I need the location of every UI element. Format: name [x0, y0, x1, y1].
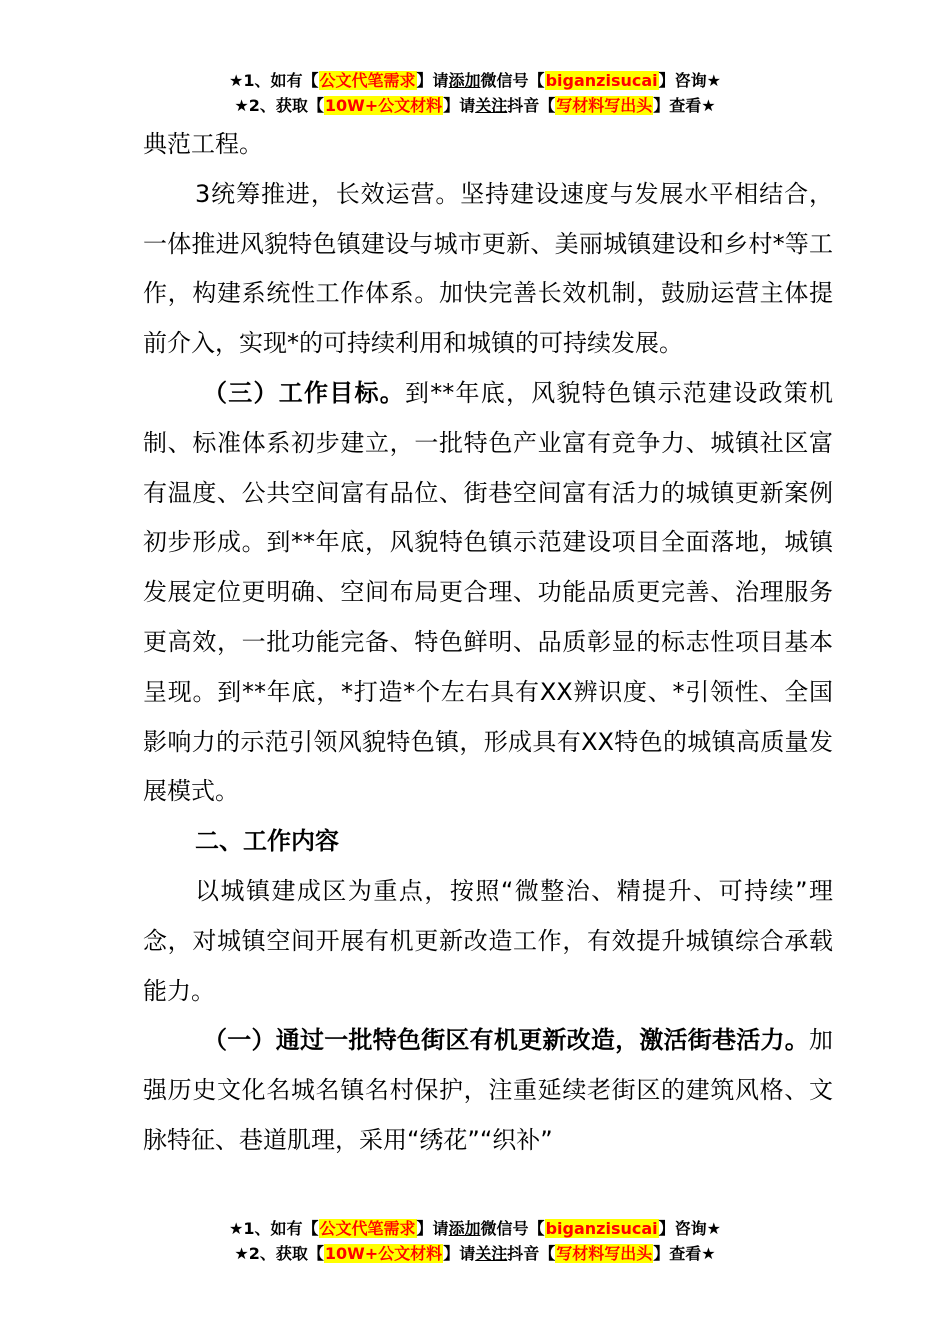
highlight-materials: 10W+公文材料	[324, 1244, 443, 1263]
highlight-douyin-account: 写材料写出头	[556, 1244, 653, 1263]
paragraph-coordinated-promotion: 3统筹推进，长效运营。坚持建设速度与发展水平相结合，一体推进风貌特色镇建设与城市更新、美丽城镇建设和乡村*等工作，构建系统性工作体系。加快完善长效机制，鼓励运营主体提前介入，实现*的可持续利用和城镇的可持续发展。	[143, 179, 833, 358]
highlight-wechat-id: biganzisucai	[545, 71, 658, 90]
notice-underlined: 添加	[448, 1219, 481, 1238]
notice-text: 】咨询★	[658, 71, 721, 90]
notice-text: 微信号【	[480, 71, 545, 90]
highlight-service: 公文代笔需求	[319, 1219, 416, 1238]
notice-text: 】请	[443, 1244, 476, 1263]
highlight-service: 公文代笔需求	[319, 71, 416, 90]
section-heading-work-goals: （三）工作目标。	[203, 378, 405, 407]
footer-notice-line-1	[0, 1218, 950, 1240]
notice-underlined: 关注	[475, 96, 508, 115]
notice-text: 抖音【	[507, 96, 556, 115]
notice-text: ★2、获取【	[234, 1244, 324, 1263]
notice-text: ★2、获取【	[234, 96, 324, 115]
paragraph-work-goals	[143, 369, 833, 817]
notice-text: 】查看★	[653, 1244, 716, 1263]
notice-text: 抖音【	[507, 1244, 556, 1263]
notice-text: ★1、如有【	[229, 1219, 319, 1238]
notice-underlined: 添加	[448, 71, 481, 90]
highlight-douyin-account: 写材料写出头	[556, 96, 653, 115]
notice-text: 】请	[416, 71, 449, 90]
footer-notice-line-2	[0, 1243, 950, 1265]
document-body	[143, 120, 833, 1166]
notice-text: 微信号【	[480, 1219, 545, 1238]
highlight-materials: 10W+公文材料	[324, 96, 443, 115]
notice-text: 】查看★	[653, 96, 716, 115]
paragraph-street-renewal	[143, 1016, 833, 1165]
paragraph-work-content-intro: 以城镇建成区为重点，按照“微整治、精提升、可持续”理念，对城镇空间开展有机更新改造工作，有效提升城镇综合承载能力。	[143, 876, 833, 1005]
highlight-wechat-id: biganzisucai	[545, 1219, 658, 1238]
notice-text: ★1、如有【	[229, 71, 319, 90]
header-notice-line-2	[0, 95, 950, 117]
section-heading-work-content: 二、工作内容	[195, 827, 339, 856]
paragraph-text: 加强历史文化名城名镇名村保护，注重延续老街区的建筑风格、文脉特征、巷道肌理，采用“绣花”“织补”	[143, 1026, 833, 1154]
paragraph-continuation: 典范工程。	[143, 130, 263, 158]
notice-text: 】请	[443, 96, 476, 115]
notice-underlined: 关注	[475, 1244, 508, 1263]
section-heading-street-renewal: （一）通过一批特色街区有机更新改造，激活街巷活力。	[203, 1026, 809, 1055]
paragraph-text: 到**年底，风貌特色镇示范建设政策机制、标准体系初步建立，一批特色产业富有竞争力、城镇社区富有温度、公共空间富有品位、街巷空间富有活力的城镇更新案例初步形成。到**年底，风貌特色镇示范建设项目全面落地，城镇发展定位更明确、空间布局更合理、功能品质更完善、治理服务更高效，一批功能完备、特色鲜明、品质彰显的标志性项目基本呈现。到**年底，*打造*个左右具有XX辨识度、*引领性、全国影响力的示范引领风貌特色镇，形成具有XX特色的城镇高质量发展模式。	[143, 378, 833, 806]
notice-text: 】请	[416, 1219, 449, 1238]
notice-text: 】咨询★	[658, 1219, 721, 1238]
header-notice-line-1	[0, 70, 950, 92]
